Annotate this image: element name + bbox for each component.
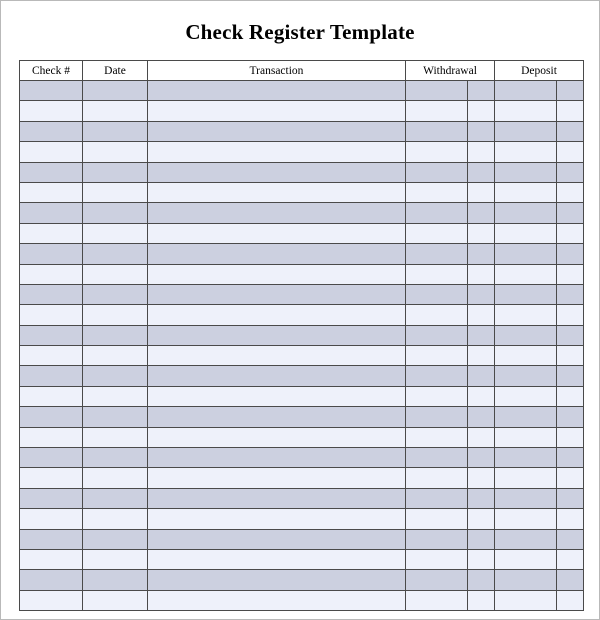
cell-transaction[interactable] xyxy=(148,386,406,406)
cell-date[interactable] xyxy=(83,366,148,386)
cell-withdrawal-cents[interactable] xyxy=(468,488,495,508)
cell-check[interactable] xyxy=(20,570,83,590)
cell-deposit[interactable] xyxy=(495,162,557,182)
cell-deposit-cents[interactable] xyxy=(557,529,584,549)
cell-withdrawal[interactable] xyxy=(406,264,468,284)
cell-withdrawal-cents[interactable] xyxy=(468,570,495,590)
cell-transaction[interactable] xyxy=(148,590,406,610)
cell-withdrawal-cents[interactable] xyxy=(468,590,495,610)
cell-date[interactable] xyxy=(83,509,148,529)
cell-transaction[interactable] xyxy=(148,203,406,223)
cell-check[interactable] xyxy=(20,366,83,386)
cell-check[interactable] xyxy=(20,264,83,284)
cell-transaction[interactable] xyxy=(148,305,406,325)
cell-check[interactable] xyxy=(20,121,83,141)
column-header-withdrawal: Withdrawal xyxy=(406,61,495,81)
cell-check[interactable] xyxy=(20,346,83,366)
cell-transaction[interactable] xyxy=(148,264,406,284)
cell-withdrawal-cents[interactable] xyxy=(468,264,495,284)
cell-check[interactable] xyxy=(20,203,83,223)
cell-check[interactable] xyxy=(20,468,83,488)
cell-deposit-cents[interactable] xyxy=(557,121,584,141)
table-row[interactable] xyxy=(20,244,584,264)
table-row[interactable] xyxy=(20,386,584,406)
cell-deposit-cents[interactable] xyxy=(557,284,584,304)
table-body xyxy=(20,81,584,611)
cell-deposit-cents[interactable] xyxy=(557,488,584,508)
cell-withdrawal-cents[interactable] xyxy=(468,121,495,141)
cell-check[interactable] xyxy=(20,427,83,447)
cell-withdrawal-cents[interactable] xyxy=(468,305,495,325)
cell-date[interactable] xyxy=(83,407,148,427)
table-row[interactable] xyxy=(20,407,584,427)
cell-withdrawal-cents[interactable] xyxy=(468,386,495,406)
cell-deposit-cents[interactable] xyxy=(557,142,584,162)
cell-withdrawal[interactable] xyxy=(406,509,468,529)
table-row[interactable] xyxy=(20,590,584,610)
cell-transaction[interactable] xyxy=(148,284,406,304)
cell-deposit-cents[interactable] xyxy=(557,386,584,406)
cell-withdrawal[interactable] xyxy=(406,284,468,304)
cell-check[interactable] xyxy=(20,81,83,101)
cell-check[interactable] xyxy=(20,101,83,121)
cell-date[interactable] xyxy=(83,570,148,590)
column-header-check: Check # xyxy=(20,61,83,81)
cell-check[interactable] xyxy=(20,284,83,304)
cell-deposit[interactable] xyxy=(495,448,557,468)
table-row[interactable] xyxy=(20,549,584,569)
cell-date[interactable] xyxy=(83,305,148,325)
table-row[interactable] xyxy=(20,427,584,447)
table-row[interactable] xyxy=(20,81,584,101)
table-row[interactable] xyxy=(20,529,584,549)
cell-deposit-cents[interactable] xyxy=(557,264,584,284)
table-row[interactable] xyxy=(20,325,584,345)
cell-check[interactable] xyxy=(20,448,83,468)
cell-check[interactable] xyxy=(20,325,83,345)
cell-date[interactable] xyxy=(83,488,148,508)
cell-deposit-cents[interactable] xyxy=(557,162,584,182)
cell-transaction[interactable] xyxy=(148,121,406,141)
table-row[interactable] xyxy=(20,448,584,468)
cell-transaction[interactable] xyxy=(148,468,406,488)
cell-deposit[interactable] xyxy=(495,101,557,121)
cell-withdrawal[interactable] xyxy=(406,407,468,427)
cell-deposit[interactable] xyxy=(495,142,557,162)
cell-deposit[interactable] xyxy=(495,284,557,304)
table-row[interactable] xyxy=(20,223,584,243)
cell-date[interactable] xyxy=(83,448,148,468)
cell-withdrawal-cents[interactable] xyxy=(468,81,495,101)
cell-check[interactable] xyxy=(20,407,83,427)
column-header-date: Date xyxy=(83,61,148,81)
cell-transaction[interactable] xyxy=(148,182,406,202)
table-row[interactable] xyxy=(20,570,584,590)
cell-deposit-cents[interactable] xyxy=(557,305,584,325)
cell-transaction[interactable] xyxy=(148,101,406,121)
cell-check[interactable] xyxy=(20,162,83,182)
cell-withdrawal-cents[interactable] xyxy=(468,203,495,223)
cell-deposit[interactable] xyxy=(495,121,557,141)
cell-withdrawal[interactable] xyxy=(406,325,468,345)
cell-withdrawal-cents[interactable] xyxy=(468,407,495,427)
cell-deposit[interactable] xyxy=(495,244,557,264)
cell-withdrawal[interactable] xyxy=(406,448,468,468)
table-row[interactable] xyxy=(20,366,584,386)
cell-date[interactable] xyxy=(83,121,148,141)
cell-withdrawal[interactable] xyxy=(406,142,468,162)
table-row[interactable] xyxy=(20,264,584,284)
cell-withdrawal[interactable] xyxy=(406,101,468,121)
cell-withdrawal-cents[interactable] xyxy=(468,448,495,468)
cell-deposit-cents[interactable] xyxy=(557,346,584,366)
cell-transaction[interactable] xyxy=(148,142,406,162)
cell-withdrawal[interactable] xyxy=(406,223,468,243)
cell-withdrawal[interactable] xyxy=(406,203,468,223)
cell-withdrawal[interactable] xyxy=(406,366,468,386)
cell-date[interactable] xyxy=(83,264,148,284)
cell-transaction[interactable] xyxy=(148,549,406,569)
cell-withdrawal[interactable] xyxy=(406,346,468,366)
cell-check[interactable] xyxy=(20,223,83,243)
cell-withdrawal-cents[interactable] xyxy=(468,366,495,386)
cell-date[interactable] xyxy=(83,223,148,243)
cell-deposit[interactable] xyxy=(495,570,557,590)
cell-withdrawal[interactable] xyxy=(406,162,468,182)
cell-transaction[interactable] xyxy=(148,223,406,243)
cell-check[interactable] xyxy=(20,386,83,406)
table-row[interactable] xyxy=(20,468,584,488)
column-header-transaction: Transaction xyxy=(148,61,406,81)
cell-withdrawal[interactable] xyxy=(406,549,468,569)
cell-deposit[interactable] xyxy=(495,407,557,427)
cell-withdrawal-cents[interactable] xyxy=(468,346,495,366)
cell-date[interactable] xyxy=(83,101,148,121)
cell-deposit-cents[interactable] xyxy=(557,590,584,610)
cell-date[interactable] xyxy=(83,386,148,406)
cell-withdrawal[interactable] xyxy=(406,182,468,202)
cell-deposit-cents[interactable] xyxy=(557,427,584,447)
cell-deposit[interactable] xyxy=(495,590,557,610)
cell-withdrawal-cents[interactable] xyxy=(468,284,495,304)
cell-date[interactable] xyxy=(83,203,148,223)
cell-withdrawal[interactable] xyxy=(406,529,468,549)
table-header-row xyxy=(20,61,584,81)
cell-withdrawal-cents[interactable] xyxy=(468,101,495,121)
cell-deposit-cents[interactable] xyxy=(557,549,584,569)
column-header-deposit: Deposit xyxy=(495,61,584,81)
cell-check[interactable] xyxy=(20,529,83,549)
cell-withdrawal-cents[interactable] xyxy=(468,244,495,264)
cell-date[interactable] xyxy=(83,244,148,264)
cell-date[interactable] xyxy=(83,182,148,202)
cell-check[interactable] xyxy=(20,182,83,202)
cell-withdrawal-cents[interactable] xyxy=(468,468,495,488)
cell-withdrawal-cents[interactable] xyxy=(468,325,495,345)
cell-transaction[interactable] xyxy=(148,509,406,529)
cell-deposit-cents[interactable] xyxy=(557,407,584,427)
cell-deposit-cents[interactable] xyxy=(557,509,584,529)
page-title: Check Register Template xyxy=(185,20,415,44)
table-row[interactable] xyxy=(20,488,584,508)
cell-check[interactable] xyxy=(20,244,83,264)
cell-deposit-cents[interactable] xyxy=(557,325,584,345)
cell-deposit-cents[interactable] xyxy=(557,81,584,101)
cell-withdrawal[interactable] xyxy=(406,81,468,101)
cell-transaction[interactable] xyxy=(148,407,406,427)
cell-withdrawal[interactable] xyxy=(406,570,468,590)
cell-transaction[interactable] xyxy=(148,346,406,366)
table-row[interactable] xyxy=(20,305,584,325)
cell-deposit[interactable] xyxy=(495,305,557,325)
cell-transaction[interactable] xyxy=(148,366,406,386)
cell-withdrawal[interactable] xyxy=(406,386,468,406)
cell-deposit[interactable] xyxy=(495,346,557,366)
cell-withdrawal-cents[interactable] xyxy=(468,223,495,243)
cell-transaction[interactable] xyxy=(148,81,406,101)
cell-withdrawal-cents[interactable] xyxy=(468,427,495,447)
cell-deposit[interactable] xyxy=(495,203,557,223)
cell-deposit[interactable] xyxy=(495,427,557,447)
cell-date[interactable] xyxy=(83,81,148,101)
table-row[interactable] xyxy=(20,182,584,202)
cell-deposit[interactable] xyxy=(495,366,557,386)
table-row[interactable] xyxy=(20,162,584,182)
cell-withdrawal[interactable] xyxy=(406,244,468,264)
cell-transaction[interactable] xyxy=(148,162,406,182)
cell-withdrawal[interactable] xyxy=(406,121,468,141)
cell-deposit-cents[interactable] xyxy=(557,448,584,468)
cell-withdrawal[interactable] xyxy=(406,488,468,508)
cell-deposit-cents[interactable] xyxy=(557,366,584,386)
cell-withdrawal-cents[interactable] xyxy=(468,142,495,162)
cell-deposit[interactable] xyxy=(495,325,557,345)
cell-withdrawal-cents[interactable] xyxy=(468,529,495,549)
cell-transaction[interactable] xyxy=(148,244,406,264)
cell-transaction[interactable] xyxy=(148,427,406,447)
table-row[interactable] xyxy=(20,509,584,529)
table-row[interactable] xyxy=(20,142,584,162)
cell-check[interactable] xyxy=(20,305,83,325)
cell-withdrawal-cents[interactable] xyxy=(468,182,495,202)
table-row[interactable] xyxy=(20,101,584,121)
cell-withdrawal[interactable] xyxy=(406,590,468,610)
check-register-table-container xyxy=(19,60,581,611)
cell-check[interactable] xyxy=(20,549,83,569)
cell-date[interactable] xyxy=(83,346,148,366)
cell-transaction[interactable] xyxy=(148,448,406,468)
cell-deposit[interactable] xyxy=(495,81,557,101)
cell-date[interactable] xyxy=(83,325,148,345)
cell-transaction[interactable] xyxy=(148,529,406,549)
cell-transaction[interactable] xyxy=(148,325,406,345)
cell-check[interactable] xyxy=(20,509,83,529)
cell-date[interactable] xyxy=(83,468,148,488)
cell-deposit-cents[interactable] xyxy=(557,101,584,121)
table-row[interactable] xyxy=(20,203,584,223)
cell-check[interactable] xyxy=(20,488,83,508)
cell-withdrawal[interactable] xyxy=(406,427,468,447)
table-row[interactable] xyxy=(20,121,584,141)
table-header xyxy=(20,61,584,81)
cell-date[interactable] xyxy=(83,590,148,610)
cell-deposit-cents[interactable] xyxy=(557,468,584,488)
cell-withdrawal[interactable] xyxy=(406,468,468,488)
cell-check[interactable] xyxy=(20,142,83,162)
cell-date[interactable] xyxy=(83,427,148,447)
cell-withdrawal-cents[interactable] xyxy=(468,549,495,569)
cell-date[interactable] xyxy=(83,142,148,162)
cell-deposit[interactable] xyxy=(495,386,557,406)
cell-deposit-cents[interactable] xyxy=(557,570,584,590)
cell-deposit[interactable] xyxy=(495,549,557,569)
cell-deposit[interactable] xyxy=(495,223,557,243)
cell-deposit[interactable] xyxy=(495,264,557,284)
cell-date[interactable] xyxy=(83,284,148,304)
cell-check[interactable] xyxy=(20,590,83,610)
cell-deposit[interactable] xyxy=(495,468,557,488)
cell-withdrawal-cents[interactable] xyxy=(468,509,495,529)
cell-deposit-cents[interactable] xyxy=(557,244,584,264)
cell-withdrawal-cents[interactable] xyxy=(468,162,495,182)
check-register-table xyxy=(19,60,584,611)
cell-deposit-cents[interactable] xyxy=(557,203,584,223)
cell-withdrawal[interactable] xyxy=(406,305,468,325)
cell-deposit[interactable] xyxy=(495,509,557,529)
cell-transaction[interactable] xyxy=(148,488,406,508)
table-row[interactable] xyxy=(20,346,584,366)
cell-deposit[interactable] xyxy=(495,182,557,202)
cell-deposit-cents[interactable] xyxy=(557,223,584,243)
cell-date[interactable] xyxy=(83,529,148,549)
cell-deposit[interactable] xyxy=(495,488,557,508)
cell-date[interactable] xyxy=(83,162,148,182)
cell-deposit-cents[interactable] xyxy=(557,182,584,202)
cell-deposit[interactable] xyxy=(495,529,557,549)
table-row[interactable] xyxy=(20,284,584,304)
cell-transaction[interactable] xyxy=(148,570,406,590)
cell-date[interactable] xyxy=(83,549,148,569)
